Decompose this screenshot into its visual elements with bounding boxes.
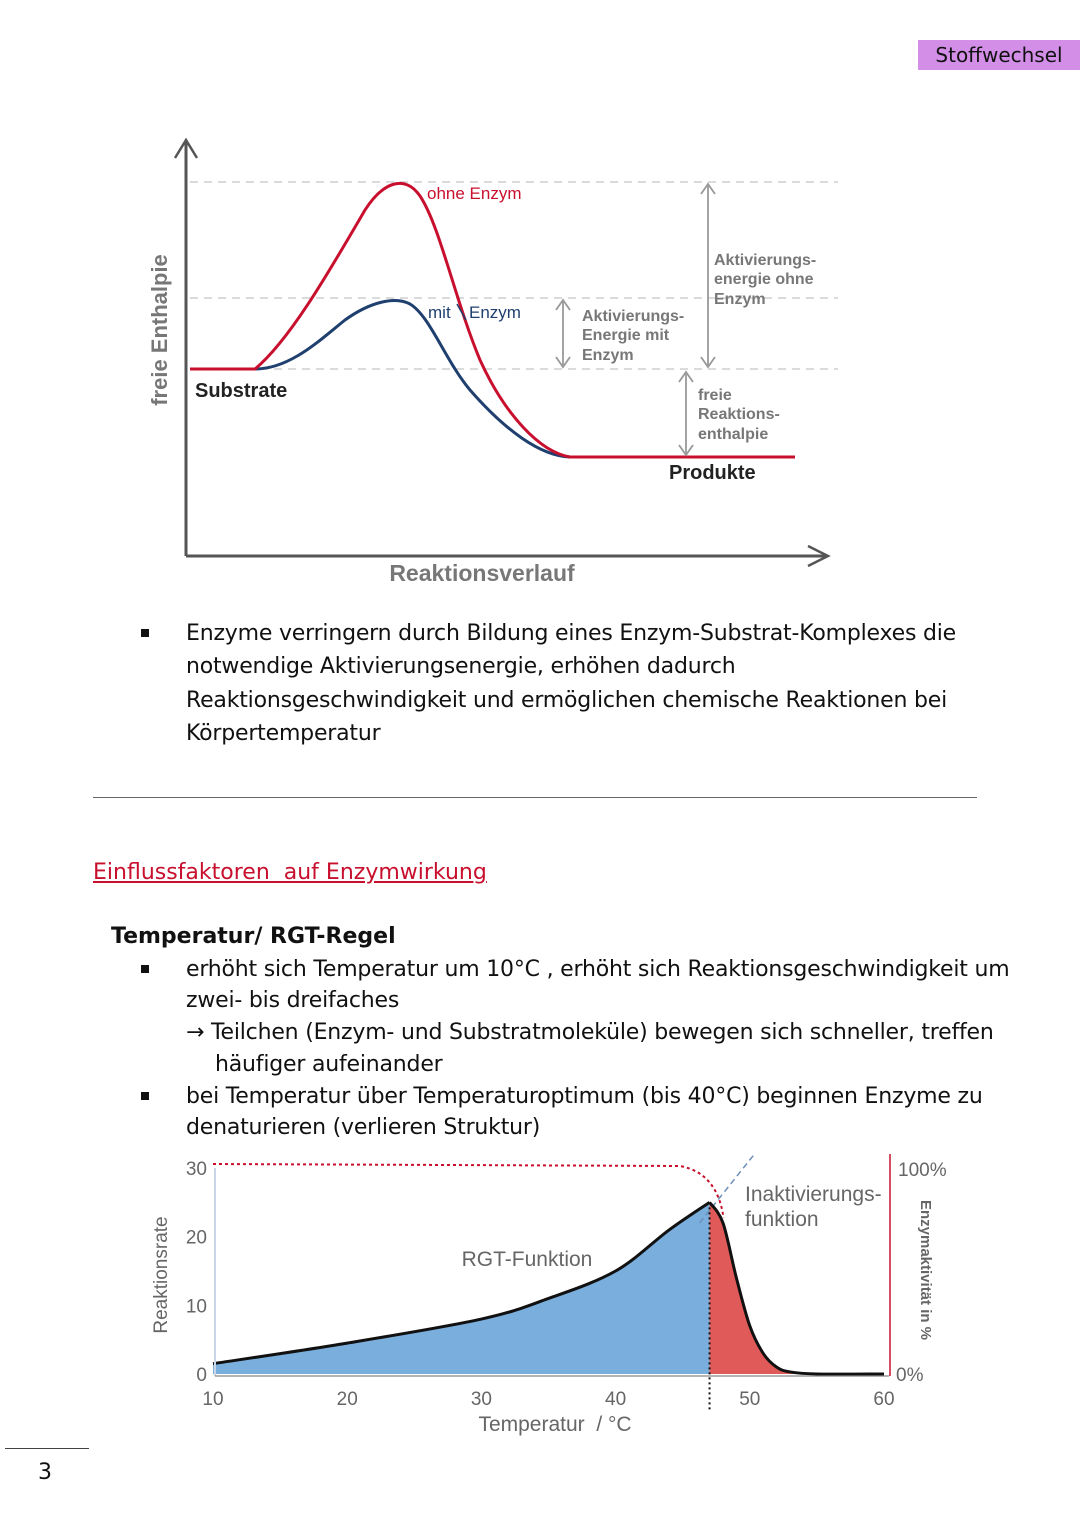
- rgt-label: RGT-Funktion: [461, 1248, 593, 1271]
- label-substrate: Substrate: [195, 380, 288, 402]
- y-tick-label: 20: [185, 1227, 207, 1249]
- x-tick-label: 10: [202, 1389, 224, 1410]
- act-without-2: energie ohne: [714, 271, 814, 288]
- page-number: 3: [38, 1460, 52, 1485]
- y-tick-label: 30: [185, 1159, 207, 1180]
- bullet2-line-2: denaturieren (verlieren Struktur): [186, 1115, 541, 1140]
- x-tick-label: 20: [336, 1389, 358, 1410]
- x-tick-label: 30: [470, 1389, 492, 1410]
- enzyme-activity-dashed-line: [213, 1164, 724, 1218]
- section-heading: Einflussfaktoren auf Enzymwirkung: [93, 860, 487, 885]
- bullet2-line-1: bei Temperatur über Temperaturoptimum (bis 40°C) beginnen Enzyme zu: [186, 1084, 983, 1109]
- act-with-1: Aktivierungs-: [582, 308, 685, 325]
- act-with-3: Enzym: [582, 347, 634, 364]
- chart2-ylabel: Reaktionsrate: [151, 1216, 172, 1334]
- chart2-y2label: Enzymaktivität in %: [917, 1199, 934, 1341]
- label-products: Produkte: [669, 462, 756, 484]
- y-tick-label: 0: [196, 1365, 207, 1386]
- chart1-xlabel: Reaktionsverlauf: [389, 560, 575, 586]
- y-tick-label: 10: [185, 1296, 207, 1318]
- para1-line-1: Enzyme verringern durch Bildung eines Enzym-Substrat-Komplexes die: [186, 621, 957, 646]
- para1-line-2: notwendige Aktivierungsenergie, erhöhen dadurch: [186, 654, 736, 679]
- label-without-enzyme: ohne Enzym: [427, 184, 522, 203]
- label-with-enzyme-a: mit: [428, 303, 451, 322]
- chart2-xlabel: Temperatur / °C: [478, 1413, 632, 1436]
- free-enthalpy-1: freie: [698, 387, 732, 404]
- y2-tick-100: 100%: [898, 1160, 947, 1181]
- bullet1-line-3: → Teilchen (Enzym- und Substratmoleküle) bewegen sich schneller, treffen: [186, 1020, 994, 1045]
- para1-line-4: Körpertemperatur: [186, 721, 381, 746]
- inact-label-2: funktion: [745, 1208, 819, 1231]
- bullet1-line-1: erhöht sich Temperatur um 10°C , erhöht sich Reaktionsgeschwindigkeit um: [186, 957, 1010, 982]
- y2-tick-0: 0%: [896, 1365, 924, 1386]
- page-number-rule: [5, 1448, 89, 1449]
- act-with-2: Energie mit: [582, 327, 670, 344]
- act-without-1: Aktivierungs-: [714, 252, 817, 269]
- label-with-enzyme-b: Enzym: [469, 303, 521, 322]
- section-tag: Stoffwechsel: [918, 40, 1080, 70]
- chart1-ylabel: freie Enthalpie: [147, 254, 172, 406]
- bullet1-line-4: häufiger aufeinander: [215, 1052, 443, 1077]
- inact-label-1: Inaktivierungs-: [745, 1183, 882, 1206]
- sub-heading: Temperatur/ RGT-Regel: [111, 924, 396, 949]
- rgt-area: [213, 1202, 710, 1374]
- free-enthalpy-2: Reaktions-: [698, 406, 780, 423]
- x-tick-label: 40: [605, 1389, 627, 1410]
- x-tick-label: 60: [873, 1389, 895, 1410]
- bullet1-line-2: zwei- bis dreifaches: [186, 988, 400, 1013]
- act-without-3: Enzym: [714, 291, 766, 308]
- para1-line-3: Reaktionsgeschwindigkeit und ermöglichen chemische Reaktionen bei: [186, 688, 948, 713]
- free-enthalpy-3: enthalpie: [698, 426, 769, 443]
- x-tick-label: 50: [739, 1389, 761, 1410]
